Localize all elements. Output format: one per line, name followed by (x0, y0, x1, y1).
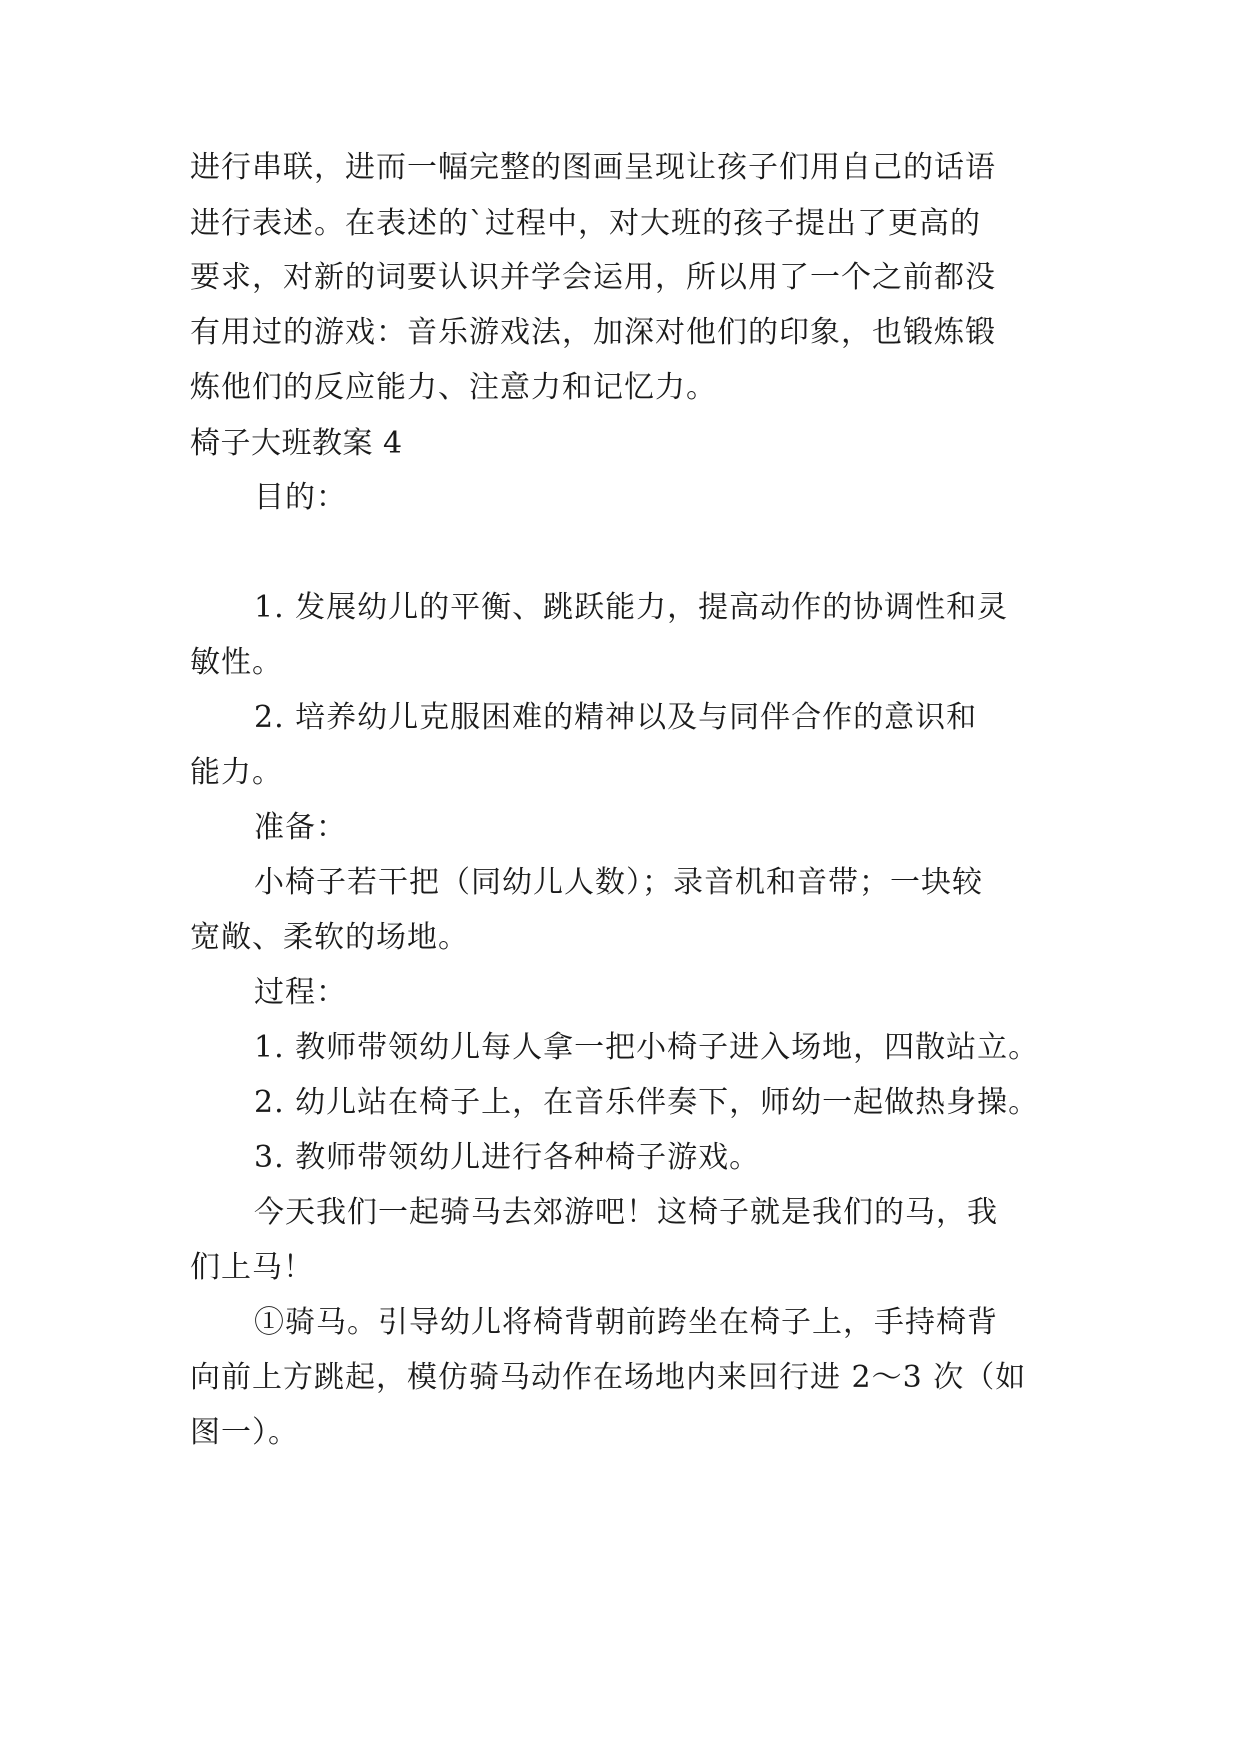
process-label: 过程： (254, 975, 347, 1010)
process-step-2: 2. 幼儿站在椅子上，在音乐伴奏下，师幼一起做热身操。 (254, 1085, 1040, 1120)
goal-item-2: 2. 培养幼儿克服困难的精神以及与同伴合作的意识和 (254, 700, 978, 735)
process-step-1: 1. 教师带领幼儿每人拿一把小椅子进入场地，四散站立。 (254, 1030, 1040, 1065)
paragraph-line: 进行串联，进而一幅完整的图画呈现让孩子们用自己的话语 (190, 150, 996, 185)
goal-item-2-cont: 能力。 (190, 755, 283, 790)
process-step-3: 3. 教师带领幼儿进行各种椅子游戏。 (254, 1140, 761, 1175)
goal-label: 目的： (254, 480, 347, 515)
prep-label: 准备： (254, 810, 347, 845)
game-intro-cont: 们上马！ (190, 1250, 314, 1285)
goal-item-1-cont: 敏性。 (190, 645, 283, 680)
goal-item-1: 1. 发展幼儿的平衡、跳跃能力，提高动作的协调性和灵 (254, 590, 1009, 625)
prep-text-cont: 宽敞、柔软的场地。 (190, 920, 469, 955)
game-step-1-cont2: 图一）。 (190, 1415, 299, 1450)
paragraph-line: 炼他们的反应能力、注意力和记忆力。 (190, 370, 717, 405)
paragraph-line: 进行表述。在表述的`过程中，对大班的孩子提出了更高的 (190, 206, 981, 241)
game-step-1: ①骑马。引导幼儿将椅背朝前跨坐在椅子上，手持椅背 (254, 1305, 998, 1340)
game-step-1-cont: 向前上方跳起，模仿骑马动作在场地内来回行进 2～3 次（如 (190, 1360, 1027, 1395)
paragraph-line: 有用过的游戏：音乐游戏法，加深对他们的印象，也锻炼锻 (190, 315, 996, 350)
game-intro: 今天我们一起骑马去郊游吧！这椅子就是我们的马，我 (254, 1195, 998, 1230)
section-title: 椅子大班教案 4 (190, 426, 403, 461)
prep-text: 小椅子若干把（同幼儿人数）；录音机和音带；一块较 (254, 865, 983, 900)
paragraph-line: 要求，对新的词要认识并学会运用，所以用了一个之前都没 (190, 260, 996, 295)
